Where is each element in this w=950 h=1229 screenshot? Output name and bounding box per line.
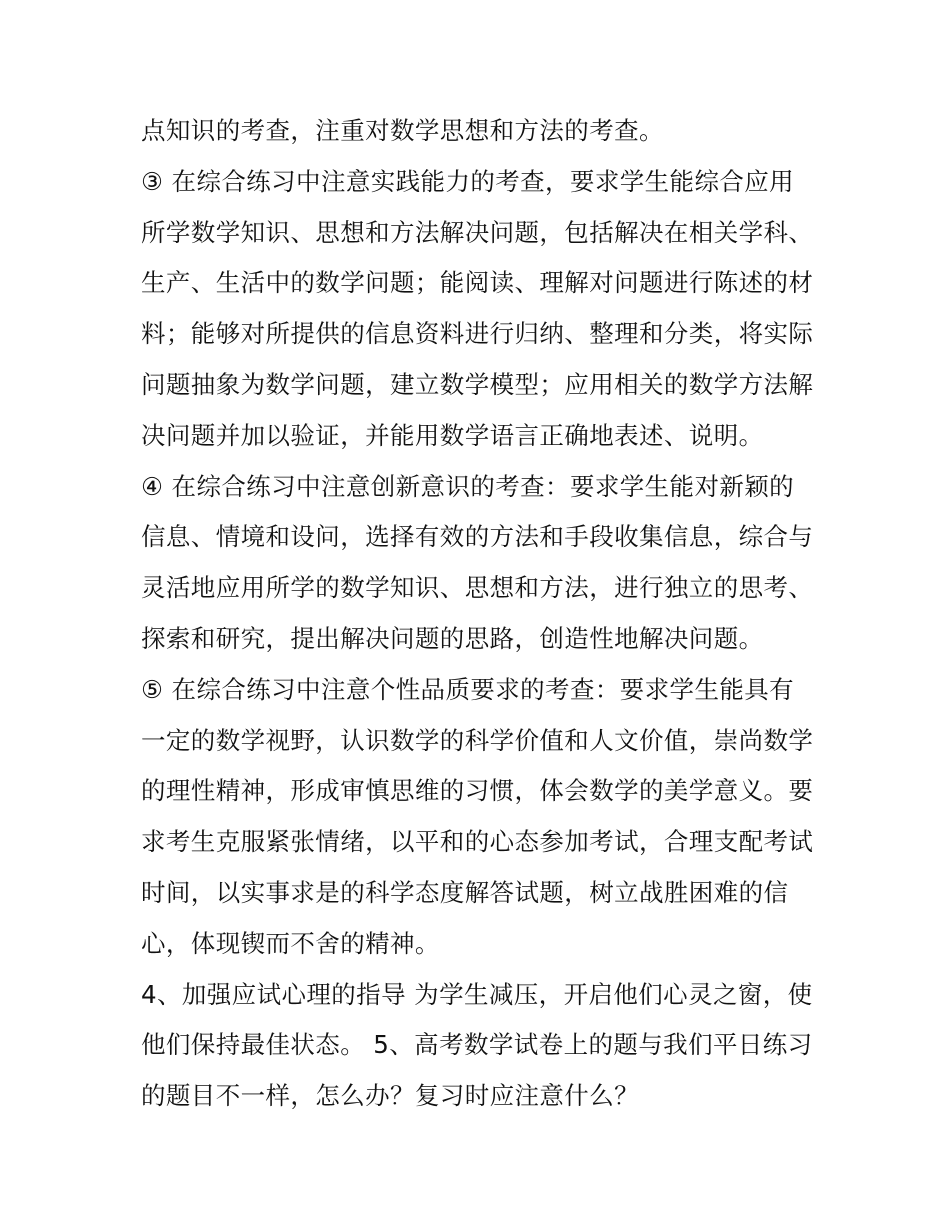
text-line: 求考生克服紧张情绪，以平和的心态参加考试，合理支配考试 <box>141 827 814 857</box>
text-line: 决问题并加以验证，并能用数学语言正确地表述、说明。 <box>141 420 764 450</box>
text-line: 灵活地应用所学的数学知识、思想和方法，进行独立的思考、 <box>141 573 814 603</box>
text-line: ⑤ 在综合练习中注意个性品质要求的考查：要求学生能具有 <box>141 674 795 704</box>
text-line: 的理性精神，形成审慎思维的习惯，体会数学的美学意义。要 <box>141 776 814 806</box>
text-line: 问题抽象为数学问题，建立数学模型；应用相关的数学方法解 <box>141 369 814 399</box>
text-line: 料；能够对所提供的信息资料进行归纳、整理和分类，将实际 <box>141 319 814 349</box>
text-line: 信息、情境和设问，选择有效的方法和手段收集信息，综合与 <box>141 522 814 552</box>
text-line: 生产、生活中的数学问题；能阅读、理解对问题进行陈述的材 <box>141 268 814 298</box>
text-line: ③ 在综合练习中注意实践能力的考查，要求学生能综合应用 <box>141 166 795 196</box>
text-line: 探索和研究，提出解决问题的思路，创造性地解决问题。 <box>141 623 764 653</box>
text-line: 一定的数学视野，认识数学的科学价值和人文价值，崇尚数学 <box>141 725 814 755</box>
text-line: 他们保持最佳状态。 5、高考数学试卷上的题与我们平日练习 <box>141 1030 813 1060</box>
document-body <box>141 106 821 1122</box>
text-line: 点知识的考查，注重对数学思想和方法的考查。 <box>141 116 664 145</box>
text-line: 4、加强应试心理的指导 为学生减压，开启他们心灵之窗，使 <box>141 979 813 1009</box>
text-line: 所学数学知识、思想和方法解决问题，包括解决在相关学科、 <box>141 217 814 247</box>
text-line: 心，体现锲而不舍的精神。 <box>141 928 440 958</box>
text-line: 时间，以实事求是的科学态度解答试题，树立战胜困难的信 <box>141 877 789 907</box>
text-line: 的题目不一样，怎么办？复习时应注意什么？ <box>141 1081 639 1111</box>
text-line: ④ 在综合练习中注意创新意识的考查：要求学生能对新颖的 <box>141 471 795 501</box>
